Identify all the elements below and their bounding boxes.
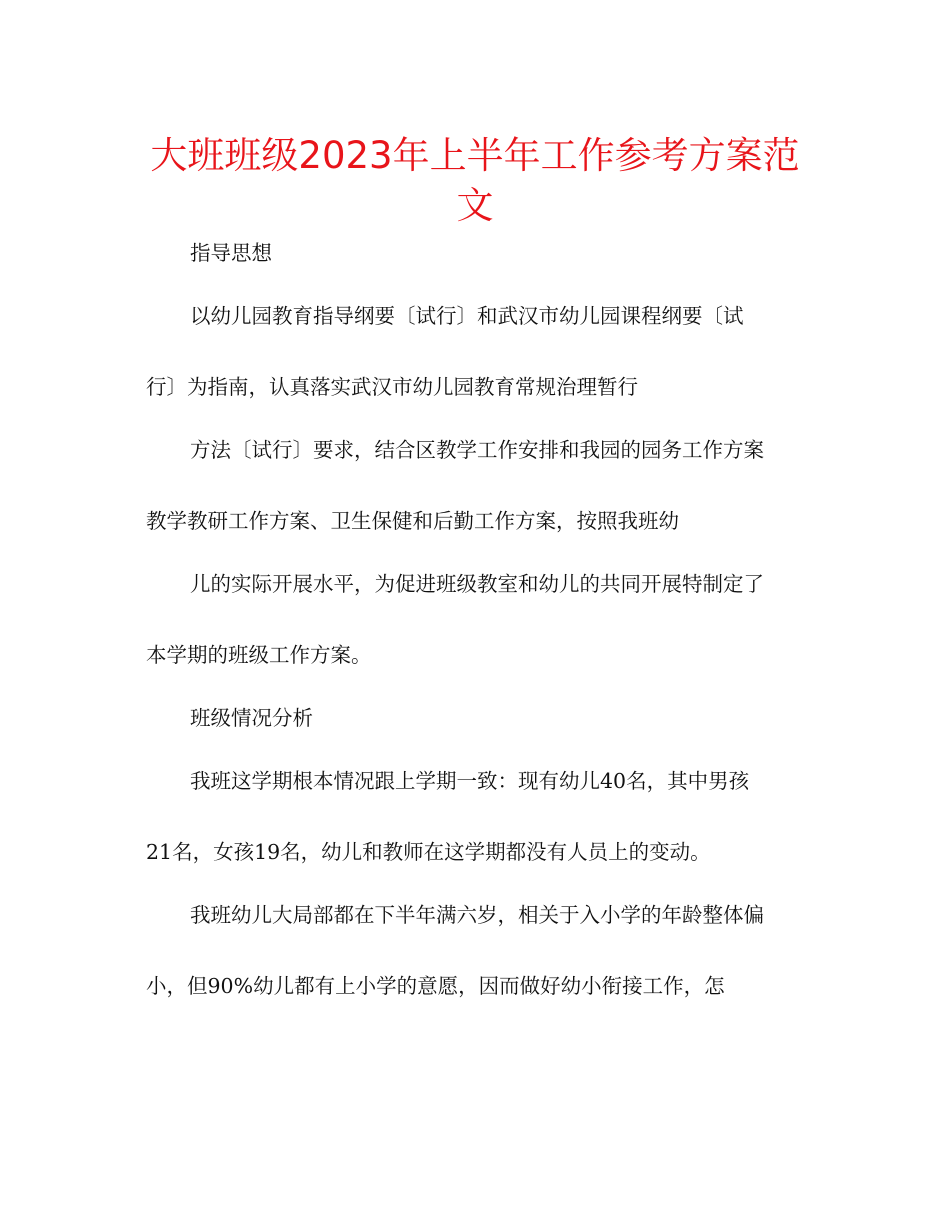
paragraph-line: 本学期的班级工作方案。 <box>146 643 372 667</box>
paragraph-line: 行〕为指南，认真落实武汉市幼儿园教育常规治理暂行 <box>146 375 638 399</box>
paragraph-line: 以幼儿园教育指导纲要〔试行〕和武汉市幼儿园课程纲要〔试 <box>190 304 744 328</box>
paragraph-line: 我班幼儿大局部都在下半年满六岁，相关于入小学的年龄整体偏 <box>190 903 764 927</box>
paragraph-line: 方法〔试行〕要求，结合区教学工作安排和我园的园务工作方案 <box>190 438 764 462</box>
section-heading-guiding-ideology: 指导思想 <box>190 241 272 265</box>
paragraph-line: 教学教研工作方案、卫生保健和后勤工作方案，按照我班幼 <box>146 509 679 533</box>
document-title-line-1: 大班班级2023年上半年工作参考方案范 <box>150 134 800 177</box>
paragraph-line: 我班这学期根本情况跟上学期一致：现有幼儿40名，其中男孩 <box>190 769 750 793</box>
paragraph-line: 21名，女孩19名，幼儿和教师在这学期都没有人员上的变动。 <box>146 840 711 864</box>
paragraph-line: 小，但90%幼儿都有上小学的意愿，因而做好幼小衔接工作，怎 <box>146 974 725 998</box>
paragraph-line: 儿的实际开展水平，为促进班级教室和幼儿的共同开展特制定了 <box>190 572 764 596</box>
document-title-line-2: 文 <box>456 184 494 227</box>
section-heading-class-analysis: 班级情况分析 <box>190 706 313 730</box>
